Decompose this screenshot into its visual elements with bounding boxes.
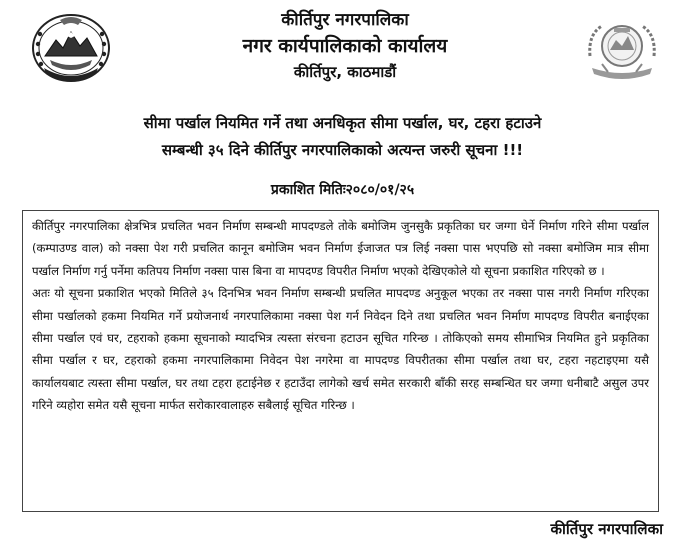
notice-body xyxy=(22,210,659,512)
letterhead xyxy=(120,8,570,84)
office-address: कीर्तिपुर, काठमाडौं xyxy=(293,63,397,81)
nepal-government-emblem-icon xyxy=(30,12,112,84)
notice-paragraph-1: कीर्तिपुर नगरपालिका क्षेत्रभित्र प्रचलित भवन निर्माण सम्बन्धी मापदण्डले तोके बमोजिम जुनसुकै प्रकृतिका घर जग्गा घेर्ने निर्माण गरिने सीमा पर्खाल (कम्पाउण्ड वाल) को नक्सा पेश गरी प्रचलित कानून बमोजिम भवन निर्माण ईजाजत पत्र लिई नक्सा पास भएपछि सो नक्सा बमोजिम मात्र सीमा पर्खाल निर्माण गर्नु पर्नेमा कतिपय निर्माण नक्सा पास बिना वा मापदण्ड विपरीत निर्माण भएको देखिएकोले यो सूचना प्रकाशित गरिएको छ । xyxy=(32,219,649,278)
municipality-name: कीर्तिपुर नगरपालिका xyxy=(281,10,409,30)
notice-title-line-1: सीमा पर्खाल नियमित गर्ने तथा अनधिकृत सीमा पर्खाल, घर, टहरा हटाउने xyxy=(143,114,542,132)
notice-title-line-2: सम्बन्धी ३५ दिने कीर्तिपुर नगरपालिकाको अत्यन्त जरुरी सूचना !!! xyxy=(161,141,524,159)
notice-title xyxy=(20,110,665,164)
kirtipur-municipality-logo-icon xyxy=(580,16,664,86)
signature: कीर्तिपुर नगरपालिका xyxy=(550,520,663,538)
published-date: प्रकाशित मितिः२०८०/०१/२५ xyxy=(270,182,415,198)
office-name: नगर कार्यपालिकाको कार्यालय xyxy=(242,35,448,57)
notice-paragraph-2: अतः यो सूचना प्रकाशित भएको मितिले ३५ दिनभित्र भवन निर्माण सम्बन्धी प्रचलित मापदण्ड अनुकूल भएका तर नक्सा पास नगरी निर्माण गरिएका सीमा पर्खालको हकमा नियमित गर्ने प्रयोजनार्थ नगरपालिकामा नक्सा पेश गर्न निवेदन दिने तथा प्रचलित भवन निर्माण मापदण्ड विपरीत बनाईएका सीमा पर्खाल एवं घर, टहराको हकमा सूचनाको म्यादभित्र त्यस्ता संरचना हटाउन सूचित गरिन्छ । तोकिएको समय सीमाभित्र नियमित हुने प्रकृतिका सीमा पर्खाल र घर, टहराको हकमा नगरपालिकामा निवेदन पेश नगरेमा वा मापदण्ड विपरीतका सीमा पर्खाल तथा घर, टहरा नहटाइएमा यसै कार्यालयबाट त्यस्ता सीमा पर्खाल, घर तथा टहरा हटाईनेछ र हटाउँदा लागेको खर्च समेत सरकारी बाँकी सरह सम्बन्धित घर जग्गा धनीबाटै असुल उपर गरिने व्यहोरा समेत यसै सूचना मार्फत सरोकारवालाहरु सबैलाई सूचित गरिन्छ । xyxy=(32,286,649,413)
